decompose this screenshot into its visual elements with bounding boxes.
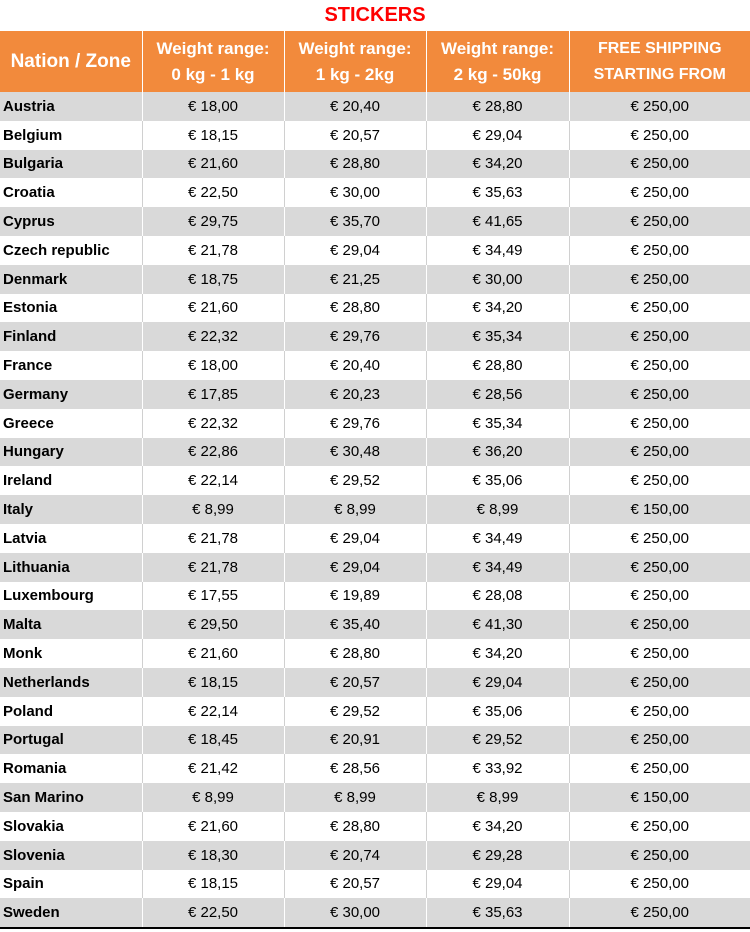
- table-header: [0, 31, 750, 92]
- table-row: [0, 207, 750, 236]
- table-row: [0, 150, 750, 179]
- table-row: [0, 610, 750, 639]
- rate-0-1kg-cell: € 22,14: [142, 466, 284, 495]
- rate-2-50kg-cell: € 29,04: [426, 870, 569, 899]
- table-row: [0, 351, 750, 380]
- rate-2-50kg-cell: € 34,49: [426, 524, 569, 553]
- rate-1-2kg-cell: € 29,76: [284, 322, 426, 351]
- rate-1-2kg-cell: € 28,80: [284, 639, 426, 668]
- rate-1-2kg-cell: € 28,80: [284, 150, 426, 179]
- free-shipping-threshold-cell: € 250,00: [569, 639, 750, 668]
- rate-1-2kg-cell: € 30,00: [284, 898, 426, 927]
- nation-cell: Hungary: [0, 438, 142, 467]
- rate-0-1kg-cell: € 22,50: [142, 898, 284, 927]
- table-row: [0, 121, 750, 150]
- free-shipping-threshold-cell: € 250,00: [569, 351, 750, 380]
- free-shipping-threshold-cell: € 250,00: [569, 553, 750, 582]
- header-weight-range-2-value: 1 kg - 2kg: [315, 64, 395, 84]
- nation-cell: Lithuania: [0, 553, 142, 582]
- header-free-shipping: [569, 31, 750, 92]
- free-shipping-threshold-cell: € 250,00: [569, 697, 750, 726]
- free-shipping-threshold-cell: € 250,00: [569, 870, 750, 899]
- nation-cell: Spain: [0, 870, 142, 899]
- rate-2-50kg-cell: € 8,99: [426, 495, 569, 524]
- free-shipping-threshold-cell: € 150,00: [569, 495, 750, 524]
- rate-0-1kg-cell: € 22,32: [142, 409, 284, 438]
- table-row: [0, 236, 750, 265]
- rate-1-2kg-cell: € 30,00: [284, 178, 426, 207]
- table-body: [0, 92, 750, 927]
- table-row: [0, 582, 750, 611]
- shipping-rates-table: [0, 31, 750, 927]
- rate-2-50kg-cell: € 28,80: [426, 351, 569, 380]
- rate-1-2kg-cell: € 20,91: [284, 726, 426, 755]
- free-shipping-threshold-cell: € 250,00: [569, 322, 750, 351]
- table-row: [0, 639, 750, 668]
- free-shipping-threshold-cell: € 150,00: [569, 783, 750, 812]
- nation-cell: Ireland: [0, 466, 142, 495]
- header-weight-range-3-value: 2 kg - 50kg: [453, 64, 542, 84]
- rate-2-50kg-cell: € 35,63: [426, 898, 569, 927]
- free-shipping-threshold-cell: € 250,00: [569, 265, 750, 294]
- header-free-shipping-line1: FREE SHIPPING: [597, 39, 722, 57]
- nation-cell: Croatia: [0, 178, 142, 207]
- nation-cell: Malta: [0, 610, 142, 639]
- nation-cell: Czech republic: [0, 236, 142, 265]
- nation-cell: Monk: [0, 639, 142, 668]
- free-shipping-threshold-cell: € 250,00: [569, 380, 750, 409]
- rate-0-1kg-cell: € 18,00: [142, 351, 284, 380]
- nation-cell: Bulgaria: [0, 150, 142, 179]
- table-row: [0, 812, 750, 841]
- header-weight-range-3: [426, 31, 569, 92]
- rate-0-1kg-cell: € 21,78: [142, 236, 284, 265]
- nation-cell: Portugal: [0, 726, 142, 755]
- free-shipping-threshold-cell: € 250,00: [569, 294, 750, 323]
- table-row: [0, 438, 750, 467]
- free-shipping-threshold-cell: € 250,00: [569, 841, 750, 870]
- nation-cell: Austria: [0, 92, 142, 121]
- rate-1-2kg-cell: € 20,23: [284, 380, 426, 409]
- table-row: [0, 466, 750, 495]
- rate-1-2kg-cell: € 29,04: [284, 553, 426, 582]
- rate-2-50kg-cell: € 28,56: [426, 380, 569, 409]
- rate-2-50kg-cell: € 29,28: [426, 841, 569, 870]
- free-shipping-threshold-cell: € 250,00: [569, 582, 750, 611]
- rate-0-1kg-cell: € 29,50: [142, 610, 284, 639]
- table-row: [0, 178, 750, 207]
- rate-2-50kg-cell: € 41,30: [426, 610, 569, 639]
- rate-0-1kg-cell: € 21,78: [142, 553, 284, 582]
- free-shipping-threshold-cell: € 250,00: [569, 121, 750, 150]
- rate-1-2kg-cell: € 19,89: [284, 582, 426, 611]
- header-free-shipping-line2: STARTING FROM: [593, 65, 726, 83]
- rate-0-1kg-cell: € 18,75: [142, 265, 284, 294]
- rate-2-50kg-cell: € 36,20: [426, 438, 569, 467]
- rate-0-1kg-cell: € 21,60: [142, 639, 284, 668]
- header-row: [0, 31, 750, 92]
- free-shipping-threshold-cell: € 250,00: [569, 466, 750, 495]
- rate-0-1kg-cell: € 21,78: [142, 524, 284, 553]
- header-nation: Nation / Zone: [0, 31, 142, 92]
- rate-1-2kg-cell: € 20,74: [284, 841, 426, 870]
- table-row: [0, 322, 750, 351]
- rate-1-2kg-cell: € 20,40: [284, 92, 426, 121]
- rate-0-1kg-cell: € 21,60: [142, 294, 284, 323]
- nation-cell: Italy: [0, 495, 142, 524]
- rate-1-2kg-cell: € 29,76: [284, 409, 426, 438]
- table-row: [0, 524, 750, 553]
- nation-cell: Romania: [0, 754, 142, 783]
- free-shipping-threshold-cell: € 250,00: [569, 178, 750, 207]
- nation-cell: Slovakia: [0, 812, 142, 841]
- table-row: [0, 841, 750, 870]
- table-row: [0, 697, 750, 726]
- nation-cell: Greece: [0, 409, 142, 438]
- rate-1-2kg-cell: € 30,48: [284, 438, 426, 467]
- rate-2-50kg-cell: € 35,06: [426, 466, 569, 495]
- rate-2-50kg-cell: € 35,63: [426, 178, 569, 207]
- rate-0-1kg-cell: € 8,99: [142, 495, 284, 524]
- rate-1-2kg-cell: € 28,80: [284, 294, 426, 323]
- rate-2-50kg-cell: € 34,49: [426, 553, 569, 582]
- rate-2-50kg-cell: € 30,00: [426, 265, 569, 294]
- table-row: [0, 870, 750, 899]
- rate-0-1kg-cell: € 18,00: [142, 92, 284, 121]
- table-row: [0, 380, 750, 409]
- rate-1-2kg-cell: € 35,40: [284, 610, 426, 639]
- table-row: [0, 553, 750, 582]
- free-shipping-threshold-cell: € 250,00: [569, 207, 750, 236]
- rate-2-50kg-cell: € 35,34: [426, 322, 569, 351]
- rate-2-50kg-cell: € 41,65: [426, 207, 569, 236]
- nation-cell: Slovenia: [0, 841, 142, 870]
- nation-cell: Netherlands: [0, 668, 142, 697]
- free-shipping-threshold-cell: € 250,00: [569, 610, 750, 639]
- rate-2-50kg-cell: € 29,04: [426, 121, 569, 150]
- rate-1-2kg-cell: € 29,04: [284, 236, 426, 265]
- free-shipping-threshold-cell: € 250,00: [569, 812, 750, 841]
- rate-2-50kg-cell: € 29,52: [426, 726, 569, 755]
- nation-cell: Luxembourg: [0, 582, 142, 611]
- rate-0-1kg-cell: € 22,32: [142, 322, 284, 351]
- free-shipping-threshold-cell: € 250,00: [569, 754, 750, 783]
- table-row: [0, 265, 750, 294]
- rate-0-1kg-cell: € 21,60: [142, 812, 284, 841]
- rate-1-2kg-cell: € 29,52: [284, 466, 426, 495]
- rate-0-1kg-cell: € 18,30: [142, 841, 284, 870]
- nation-cell: France: [0, 351, 142, 380]
- table-row: [0, 92, 750, 121]
- free-shipping-threshold-cell: € 250,00: [569, 92, 750, 121]
- nation-cell: Germany: [0, 380, 142, 409]
- table-row: [0, 495, 750, 524]
- table-row: [0, 898, 750, 927]
- nation-cell: Cyprus: [0, 207, 142, 236]
- free-shipping-threshold-cell: € 250,00: [569, 898, 750, 927]
- nation-cell: Latvia: [0, 524, 142, 553]
- free-shipping-threshold-cell: € 250,00: [569, 409, 750, 438]
- nation-cell: Denmark: [0, 265, 142, 294]
- rate-0-1kg-cell: € 22,50: [142, 178, 284, 207]
- rate-2-50kg-cell: € 34,20: [426, 639, 569, 668]
- rate-2-50kg-cell: € 28,08: [426, 582, 569, 611]
- nation-cell: San Marino: [0, 783, 142, 812]
- rate-2-50kg-cell: € 29,04: [426, 668, 569, 697]
- header-weight-range-2: [284, 31, 426, 92]
- rate-2-50kg-cell: € 28,80: [426, 92, 569, 121]
- rate-0-1kg-cell: € 18,15: [142, 870, 284, 899]
- rate-1-2kg-cell: € 20,57: [284, 870, 426, 899]
- rate-0-1kg-cell: € 22,14: [142, 697, 284, 726]
- rate-1-2kg-cell: € 35,70: [284, 207, 426, 236]
- rate-0-1kg-cell: € 18,15: [142, 121, 284, 150]
- table-row: [0, 294, 750, 323]
- free-shipping-threshold-cell: € 250,00: [569, 236, 750, 265]
- rate-1-2kg-cell: € 8,99: [284, 783, 426, 812]
- free-shipping-threshold-cell: € 250,00: [569, 524, 750, 553]
- rate-2-50kg-cell: € 8,99: [426, 783, 569, 812]
- table-row: [0, 668, 750, 697]
- rate-0-1kg-cell: € 29,75: [142, 207, 284, 236]
- rate-1-2kg-cell: € 29,04: [284, 524, 426, 553]
- rate-0-1kg-cell: € 17,55: [142, 582, 284, 611]
- rate-1-2kg-cell: € 20,57: [284, 668, 426, 697]
- rate-2-50kg-cell: € 34,20: [426, 294, 569, 323]
- rate-1-2kg-cell: € 8,99: [284, 495, 426, 524]
- nation-cell: Estonia: [0, 294, 142, 323]
- header-weight-range-2-label: Weight range:: [298, 38, 412, 58]
- rate-0-1kg-cell: € 21,42: [142, 754, 284, 783]
- rate-2-50kg-cell: € 35,06: [426, 697, 569, 726]
- rate-0-1kg-cell: € 8,99: [142, 783, 284, 812]
- header-weight-range-3-label: Weight range:: [440, 38, 555, 58]
- rate-0-1kg-cell: € 18,45: [142, 726, 284, 755]
- rate-2-50kg-cell: € 33,92: [426, 754, 569, 783]
- rate-0-1kg-cell: € 21,60: [142, 150, 284, 179]
- free-shipping-threshold-cell: € 250,00: [569, 726, 750, 755]
- nation-cell: Sweden: [0, 898, 142, 927]
- nation-cell: Belgium: [0, 121, 142, 150]
- page-title: STICKERS: [324, 4, 426, 26]
- shipping-rates-table-wrapper: [0, 31, 750, 929]
- rate-1-2kg-cell: € 29,52: [284, 697, 426, 726]
- nation-cell: Poland: [0, 697, 142, 726]
- free-shipping-threshold-cell: € 250,00: [569, 438, 750, 467]
- header-weight-range-1: [142, 31, 284, 92]
- rate-1-2kg-cell: € 28,80: [284, 812, 426, 841]
- table-row: [0, 783, 750, 812]
- free-shipping-threshold-cell: € 250,00: [569, 150, 750, 179]
- rate-2-50kg-cell: € 34,20: [426, 150, 569, 179]
- nation-cell: Finland: [0, 322, 142, 351]
- table-row: [0, 726, 750, 755]
- rate-0-1kg-cell: € 22,86: [142, 438, 284, 467]
- rate-0-1kg-cell: € 17,85: [142, 380, 284, 409]
- header-weight-range-1-label: Weight range:: [156, 38, 270, 58]
- rate-2-50kg-cell: € 34,20: [426, 812, 569, 841]
- rate-2-50kg-cell: € 35,34: [426, 409, 569, 438]
- rate-1-2kg-cell: € 21,25: [284, 265, 426, 294]
- table-row: [0, 409, 750, 438]
- rate-2-50kg-cell: € 34,49: [426, 236, 569, 265]
- free-shipping-threshold-cell: € 250,00: [569, 668, 750, 697]
- rate-0-1kg-cell: € 18,15: [142, 668, 284, 697]
- rate-1-2kg-cell: € 20,57: [284, 121, 426, 150]
- header-weight-range-1-value: 0 kg - 1 kg: [171, 64, 255, 84]
- rate-1-2kg-cell: € 20,40: [284, 351, 426, 380]
- rate-1-2kg-cell: € 28,56: [284, 754, 426, 783]
- table-row: [0, 754, 750, 783]
